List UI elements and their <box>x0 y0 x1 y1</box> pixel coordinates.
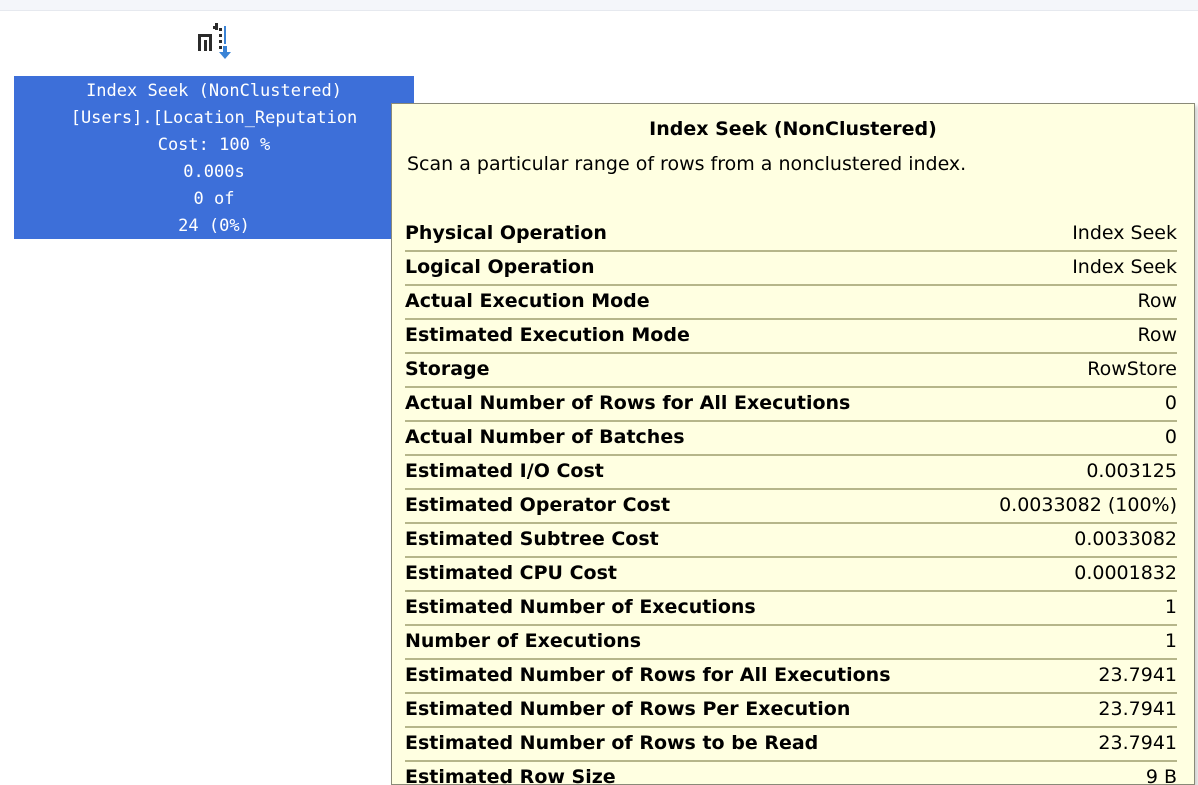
tooltip-property-table <box>405 218 1177 785</box>
tooltip-property-row <box>405 592 1177 626</box>
operator-tooltip <box>391 103 1195 785</box>
node-operator-name: Index Seek (NonClustered) <box>86 81 342 101</box>
tooltip-property-row <box>405 422 1177 456</box>
property-value: 1 <box>1164 630 1177 652</box>
tooltip-property-row <box>405 456 1177 490</box>
property-label: Estimated Number of Rows Per Execution <box>405 698 851 720</box>
property-label: Estimated Operator Cost <box>405 494 671 516</box>
tooltip-property-row <box>405 320 1177 354</box>
property-label: Physical Operation <box>405 222 607 244</box>
property-value: Row <box>1137 324 1177 346</box>
node-object-name: [Users].[Location_Reputation <box>70 108 358 128</box>
tooltip-property-row <box>405 286 1177 320</box>
property-value: 0.0001832 <box>1074 562 1177 584</box>
property-value: Row <box>1137 290 1177 312</box>
property-value: Index Seek <box>1072 256 1177 278</box>
tooltip-property-row <box>405 694 1177 728</box>
property-value: 23.7941 <box>1098 664 1177 686</box>
tooltip-property-row <box>405 762 1177 785</box>
tooltip-property-row <box>405 626 1177 660</box>
tooltip-property-row <box>405 218 1177 252</box>
property-label: Actual Execution Mode <box>405 290 650 312</box>
node-cost: Cost: 100 % <box>157 135 271 155</box>
plan-node-index-seek[interactable] <box>14 76 414 239</box>
property-label: Estimated Number of Executions <box>405 596 756 618</box>
property-label: Estimated CPU Cost <box>405 562 617 584</box>
property-value: 0 <box>1164 426 1177 448</box>
tooltip-property-row <box>405 490 1177 524</box>
property-value: 23.7941 <box>1098 732 1177 754</box>
property-label: Estimated Execution Mode <box>405 324 690 346</box>
property-label: Estimated I/O Cost <box>405 460 604 482</box>
node-rows-estimated: 24 (0%) <box>178 216 250 236</box>
property-value: Index Seek <box>1072 222 1177 244</box>
property-label: Estimated Row Size <box>405 766 616 785</box>
tooltip-title: Index Seek (NonClustered) <box>649 118 937 140</box>
tooltip-property-row <box>405 252 1177 286</box>
index-seek-icon[interactable] <box>192 20 236 70</box>
tooltip-property-row <box>405 728 1177 762</box>
node-elapsed-time: 0.000s <box>183 162 245 182</box>
property-label: Number of Executions <box>405 630 642 652</box>
property-value: 0.0033082 (100%) <box>999 494 1177 516</box>
tooltip-property-row <box>405 388 1177 422</box>
property-value: 0.0033082 <box>1074 528 1177 550</box>
property-label: Storage <box>405 358 490 380</box>
property-label: Estimated Number of Rows to be Read <box>405 732 819 754</box>
property-label: Actual Number of Rows for All Executions <box>405 392 851 414</box>
property-label: Estimated Subtree Cost <box>405 528 659 550</box>
property-label: Logical Operation <box>405 256 595 278</box>
property-value: 1 <box>1164 596 1177 618</box>
tooltip-property-row <box>405 558 1177 592</box>
property-label: Actual Number of Batches <box>405 426 685 448</box>
property-value: 9 B <box>1145 766 1177 785</box>
tooltip-description: Scan a particular range of rows from a nonclustered index. <box>407 153 967 175</box>
property-value: 23.7941 <box>1098 698 1177 720</box>
tooltip-property-row <box>405 354 1177 388</box>
property-value: RowStore <box>1087 358 1177 380</box>
property-value: 0 <box>1164 392 1177 414</box>
tooltip-property-row <box>405 660 1177 694</box>
property-label: Estimated Number of Rows for All Executions <box>405 664 891 686</box>
tooltip-property-row <box>405 524 1177 558</box>
node-rows-actual: 0 of <box>193 189 235 209</box>
canvas-top-strip <box>0 0 1198 11</box>
property-value: 0.003125 <box>1086 460 1177 482</box>
